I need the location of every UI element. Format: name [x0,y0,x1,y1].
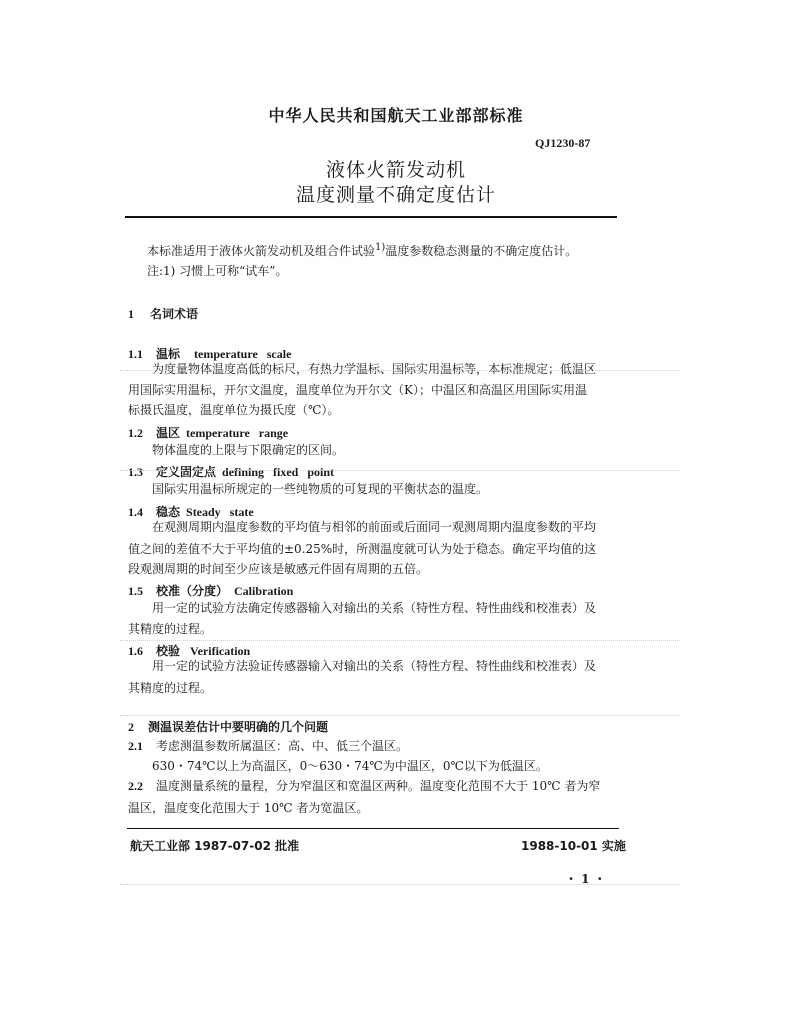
term-1-5-line1: 用一定的试验方法确定传感器输入对输出的关系（特性方程、特性曲线和校准表）及 [152,601,597,615]
term-1-4-line1: 在观测周期内温度参数的平均值与相邻的前面或后面同一观测周期内温度参数的平均 [152,520,597,534]
item-number: 2.2 [128,779,143,793]
standard-org-title: 中华人民共和国航天工业部部标准 [268,106,524,125]
effective-date: 1988-10-01 实施 [521,839,626,853]
term-name: 稳态 [156,505,181,519]
section-1-heading [128,305,198,322]
term-number: 1.3 [128,465,143,479]
document-title-line2: 温度测量不确定度估计 [295,184,496,206]
intro-text: 本标准适用于液体火箭发动机及组合件试验 [147,244,376,258]
term-english: temperature scale [194,347,292,361]
section-number: 2 [128,720,134,734]
term-english: Verification [190,644,251,658]
term-1-4-line2: 值之间的差值不大于平均值的±0.25%时，所测温度就可认为处于稳态。确定平均值的这 [128,542,597,556]
item-number: 2.1 [128,739,143,753]
scan-dotted-line [120,640,680,641]
item-2-1-sub: 630・74℃以上为高温区，0～630・74℃为中温区，0℃以下为低温区。 [152,759,548,773]
term-number: 1.4 [128,505,143,519]
page-number: ・ 1 ・ [565,872,606,886]
section-title: 测温误差估计中要明确的几个问题 [148,720,329,734]
footnote-marker: 1) [375,242,386,253]
item-2-1 [128,736,408,756]
title-divider [125,216,617,218]
intro-text-rest: 温度参数稳态测量的不确定度估计。 [385,244,578,258]
term-number: 1.6 [128,644,143,658]
term-1-5-heading [128,582,293,599]
term-name: 校准（分度） [156,584,229,598]
term-name: 温区 [156,426,181,440]
term-1-2-line1: 物体温度的上限与下限确定的区间。 [152,443,345,457]
approval-date: 航天工业部 1987-07-02 批准 [130,839,300,853]
scan-dotted-line [120,370,680,371]
intro-paragraph [147,238,577,261]
term-1-4-line3: 段观测周期的时间至少应该是敏感元件固有周期的五倍。 [128,562,429,576]
section-number: 1 [128,307,134,321]
term-1-3-line1: 国际实用温标所规定的一些纯物质的可复现的平衡状态的温度。 [152,482,489,496]
footer-divider [127,828,619,829]
term-number: 1.5 [128,584,143,598]
term-name: 温标 [156,347,181,361]
document-title-line1: 液体火箭发动机 [325,159,466,181]
section-title: 名词术语 [150,307,199,321]
standard-code: QJ1230-87 [535,136,591,150]
term-1-3-heading [128,463,334,480]
term-number: 1.1 [128,347,143,361]
term-english: Calibration [234,584,294,598]
item-text: 考虑测温参数所属温区：高、中、低三个温区。 [156,739,409,753]
term-1-6-line1: 用一定的试验方法验证传感器输入对输出的关系（特性方程、特性曲线和校准表）及 [152,659,597,673]
scan-dotted-line [120,470,680,471]
term-1-2-heading [128,424,288,441]
term-1-1-line2: 用国际实用温标，开尔文温度，温度单位为开尔文（K）；中温区和高温区用国际实用温 [128,383,587,397]
item-2-2 [128,776,600,796]
term-1-5-line2: 其精度的过程。 [128,622,213,636]
term-english: temperature range [186,426,289,440]
term-english: defining fixed point [222,465,335,479]
term-english: Steady state [186,505,254,519]
term-name: 定义固定点 [156,465,217,479]
term-number: 1.2 [128,426,143,440]
term-1-1-line3: 标摄氏温度，温度单位为摄氏度（℃）。 [128,403,340,417]
term-1-6-line2: 其精度的过程。 [128,681,213,695]
item-text: 温度测量系统的量程，分为窄温区和宽温区两种。温度变化范围不大于 10℃ 者为窄 [156,779,601,793]
scan-dotted-line [120,715,680,716]
term-name: 校验 [156,644,181,658]
term-1-1-line1: 为度量物体温度高低的标尺，有热力学温标、国际实用温标等，本标准规定；低温区 [152,362,597,376]
item-2-2-line2: 温区，温度变化范围大于 10℃ 者为宽温区。 [128,801,369,815]
intro-footnote: 注:1) 习惯上可称“试车”。 [147,264,288,278]
section-2-heading [128,718,328,735]
